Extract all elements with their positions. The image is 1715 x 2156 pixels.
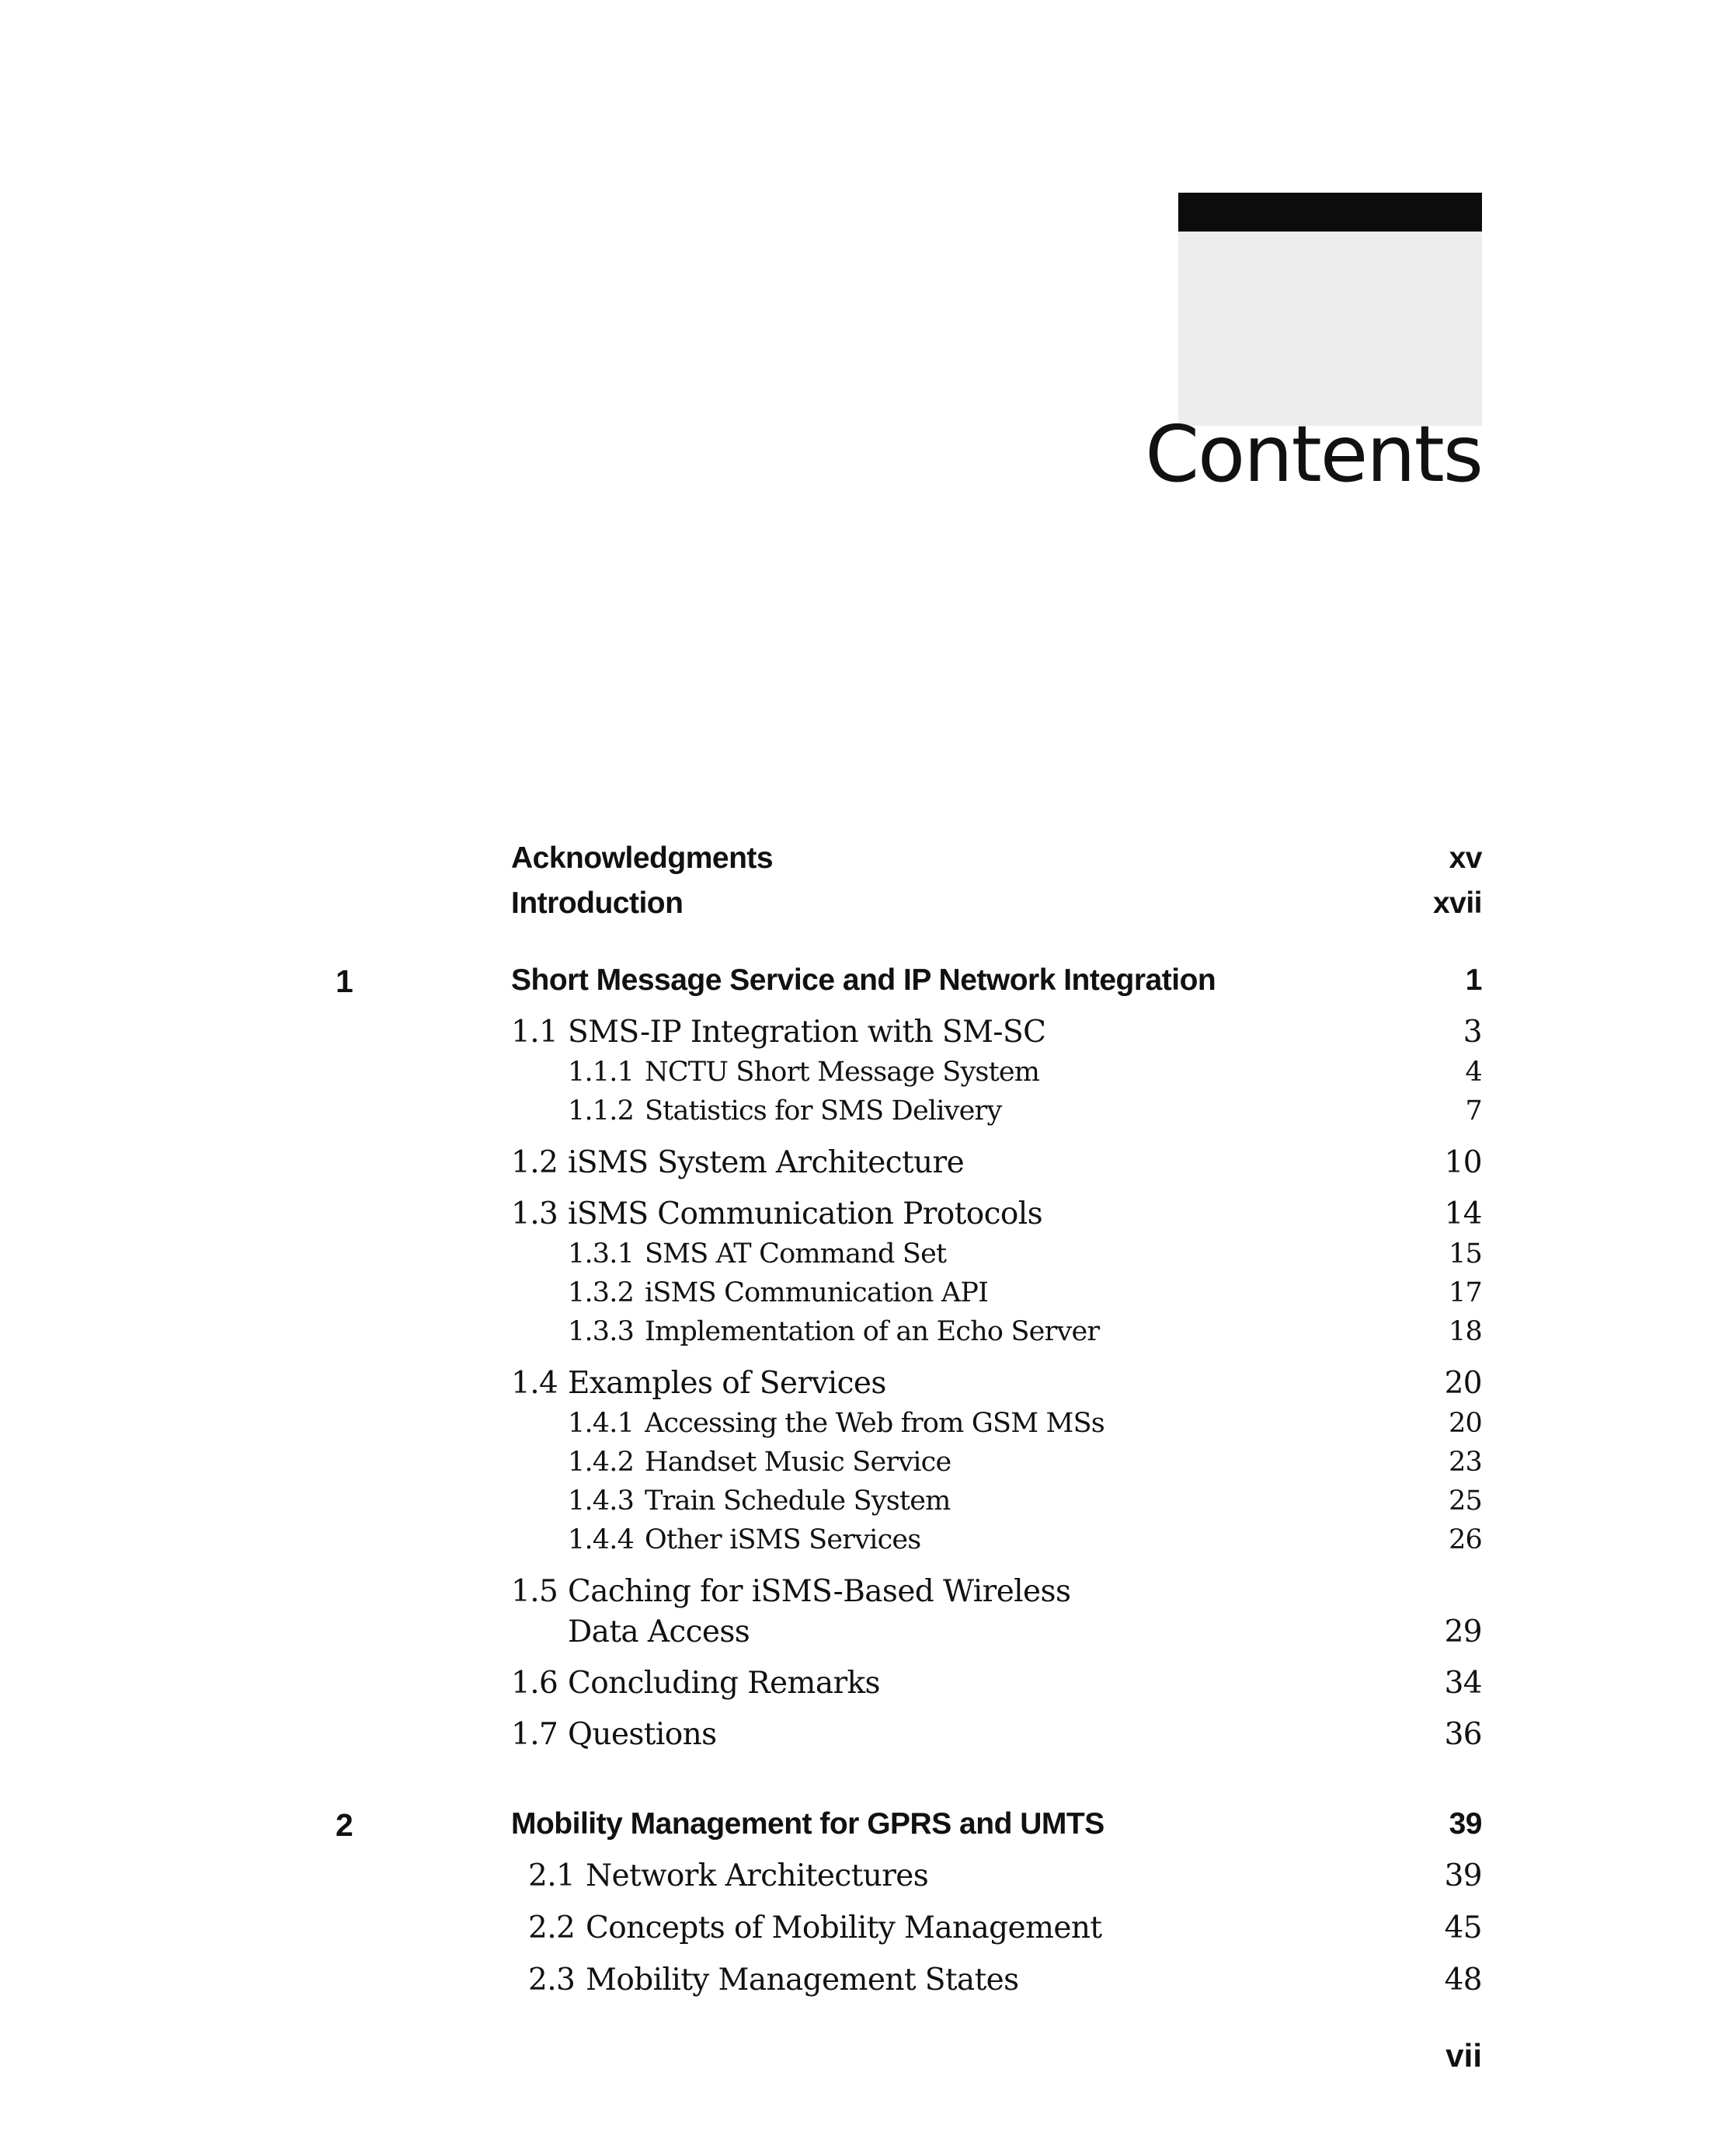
subsection-page: 20 <box>1449 1408 1482 1439</box>
subsection-number: 1.4.1 <box>568 1408 635 1439</box>
subsection-title: Handset Music Service <box>645 1447 951 1478</box>
section-page: 39 <box>1444 1858 1482 1893</box>
subsection-number: 1.1.2 <box>568 1095 635 1127</box>
subsection-number: 1.3.2 <box>568 1277 635 1308</box>
chapter-number: 1 <box>336 963 353 999</box>
subsection-number: 1.4.3 <box>568 1486 635 1517</box>
page-number: vii <box>1445 2037 1482 2074</box>
toc-entry-page: xv <box>1449 841 1482 875</box>
section-number: 2.2 <box>528 1910 576 1945</box>
section-number: 1.6 <box>511 1666 558 1701</box>
subsection-page: 7 <box>1465 1095 1482 1127</box>
section-page: 10 <box>1444 1145 1482 1180</box>
toc-entry-title: Acknowledgments <box>511 841 774 875</box>
section-page: 14 <box>1444 1196 1482 1231</box>
subsection-title: SMS AT Command Set <box>645 1238 947 1270</box>
section-page: 45 <box>1444 1910 1482 1945</box>
section-number: 1.4 <box>511 1366 558 1401</box>
toc-entry-page: xvii <box>1432 886 1482 920</box>
subsection-number: 1.1.1 <box>568 1057 635 1088</box>
section-number: 1.1 <box>511 1015 558 1050</box>
section-title: iSMS Communication Protocols <box>568 1196 1042 1231</box>
section-number: 1.3 <box>511 1196 558 1231</box>
section-title: Concepts of Mobility Management <box>586 1910 1102 1945</box>
subsection-title: iSMS Communication API <box>645 1277 989 1308</box>
section-title: SMS-IP Integration with SM-SC <box>568 1015 1046 1050</box>
subsection-page: 15 <box>1449 1238 1482 1270</box>
section-title: Examples of Services <box>568 1366 886 1401</box>
subsection-page: 17 <box>1449 1277 1482 1308</box>
section-number: 1.2 <box>511 1145 558 1180</box>
subsection-number: 1.3.1 <box>568 1238 635 1270</box>
section-number: 1.7 <box>511 1717 558 1752</box>
section-title: iSMS System Architecture <box>568 1145 965 1180</box>
section-page: 29 <box>1444 1614 1482 1649</box>
subsection-page: 23 <box>1449 1447 1482 1478</box>
section-title-continuation: Data Access <box>568 1614 750 1649</box>
section-title: Network Architectures <box>586 1858 929 1893</box>
subsection-title: Statistics for SMS Delivery <box>645 1095 1002 1127</box>
subsection-title: Other iSMS Services <box>645 1524 921 1555</box>
subsection-title: NCTU Short Message System <box>645 1057 1040 1088</box>
subsection-number: 1.4.4 <box>568 1524 635 1555</box>
subsection-page: 18 <box>1449 1316 1482 1347</box>
section-title: Mobility Management States <box>586 1963 1019 1998</box>
subsection-number: 1.4.2 <box>568 1447 635 1478</box>
section-page: 3 <box>1463 1015 1482 1050</box>
section-page: 36 <box>1444 1717 1482 1752</box>
section-page: 20 <box>1444 1366 1482 1401</box>
section-title: Caching for iSMS-Based Wireless <box>568 1574 1071 1609</box>
chapter-title: Mobility Management for GPRS and UMTS <box>511 1807 1104 1841</box>
subsection-number: 1.3.3 <box>568 1316 635 1347</box>
section-title: Questions <box>568 1717 717 1752</box>
chapter-number: 2 <box>336 1807 353 1843</box>
section-number: 2.3 <box>528 1963 576 1998</box>
chapter-page: 39 <box>1449 1807 1482 1841</box>
subsection-page: 25 <box>1449 1486 1482 1517</box>
subsection-title: Accessing the Web from GSM MSs <box>645 1408 1104 1439</box>
page-title: Contents <box>1145 409 1482 500</box>
chapter-title: Short Message Service and IP Network Integration <box>511 963 1216 997</box>
section-title: Concluding Remarks <box>568 1666 880 1701</box>
section-page: 34 <box>1444 1666 1482 1701</box>
subsection-page: 26 <box>1449 1524 1482 1555</box>
subsection-title: Implementation of an Echo Server <box>645 1316 1100 1347</box>
section-number: 2.1 <box>528 1858 576 1893</box>
toc-entry-title: Introduction <box>511 886 684 920</box>
chapter-page: 1 <box>1465 963 1482 997</box>
section-number: 1.5 <box>511 1574 558 1609</box>
section-page: 48 <box>1444 1963 1482 1998</box>
subsection-page: 4 <box>1465 1057 1482 1088</box>
subsection-title: Train Schedule System <box>645 1486 951 1517</box>
